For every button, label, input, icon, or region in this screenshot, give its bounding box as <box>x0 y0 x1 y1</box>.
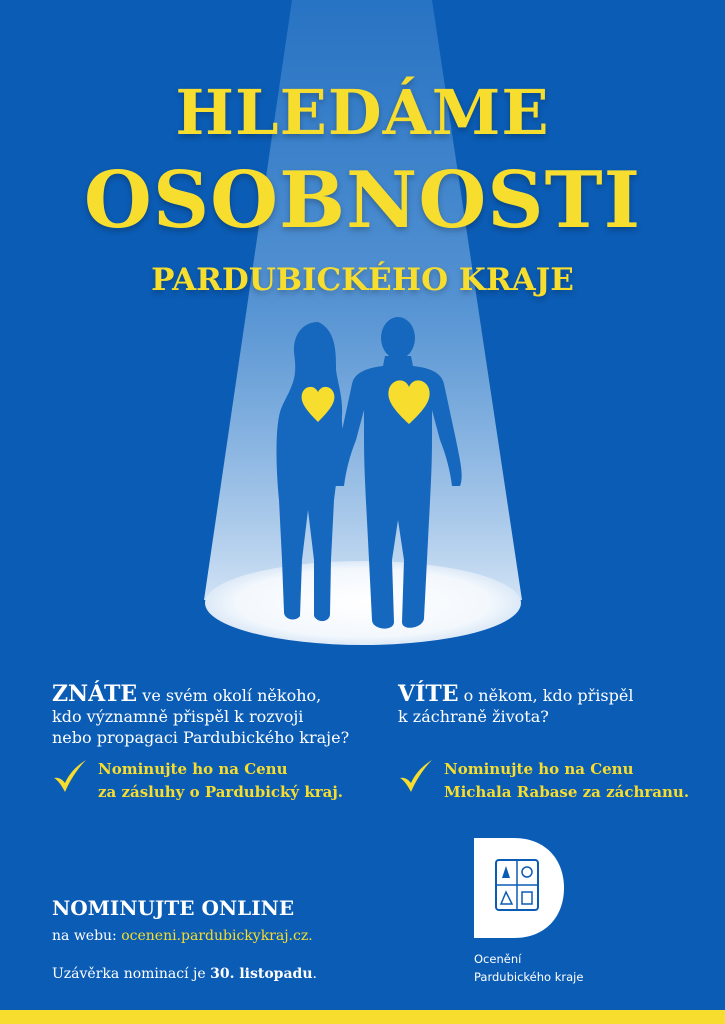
light-floor <box>205 561 521 645</box>
logo-caption-line-1: Ocenění <box>474 952 522 966</box>
award-logo <box>474 838 566 938</box>
deadline-text <box>52 966 317 982</box>
right-nominate-line-2: Michala Rabase za záchranu. <box>444 783 690 801</box>
check-icon <box>52 758 88 796</box>
online-section <box>52 896 313 944</box>
left-lead-line-3: nebo propagaci Pardubického kraje? <box>52 728 350 747</box>
online-web-prefix: na webu: <box>52 928 122 944</box>
logo-caption <box>474 950 583 986</box>
headline-line-1: HLEDÁME <box>175 76 550 149</box>
right-lead-line-2: k záchraně života? <box>398 707 549 726</box>
headline-line-2: OSOBNOSTI <box>83 155 642 246</box>
left-nominate-line-2: za zásluhy o Pardubický kraj. <box>98 783 344 801</box>
right-column <box>398 681 698 804</box>
left-lead-line-2: kdo významně přispěl k rozvoji <box>52 707 304 726</box>
bottom-yellow-bar <box>0 1010 725 1024</box>
deadline-date: 30. listopadu <box>210 966 313 982</box>
left-nominate-line-1: Nominujte ho na Cenu <box>98 760 288 778</box>
coat-of-arms-icon <box>496 860 538 910</box>
online-title: NOMINUJTE ONLINE <box>52 896 295 920</box>
left-lead-line-1: ve svém okolí někoho, <box>137 686 322 705</box>
left-lead-bold: ZNÁTE <box>52 681 138 707</box>
check-icon <box>398 758 434 796</box>
right-nominate-line-1: Nominujte ho na Cenu <box>444 760 634 778</box>
left-column <box>52 681 382 804</box>
online-web <box>52 928 313 944</box>
right-lead-line-1: o někom, kdo přispěl <box>458 686 634 705</box>
logo-caption-line-2: Pardubického kraje <box>474 970 584 984</box>
right-nomination <box>398 758 698 804</box>
right-lead-bold: VÍTE <box>398 681 459 707</box>
online-url-link[interactable]: oceneni.pardubickykraj.cz. <box>121 928 313 944</box>
right-lead <box>398 681 698 727</box>
left-nomination <box>52 758 382 804</box>
deadline-prefix: Uzávěrka nominací je <box>52 966 211 982</box>
left-lead <box>52 681 382 748</box>
headline-line-3: PARDUBICKÉHO KRAJE <box>151 262 574 298</box>
deadline-suffix: . <box>312 966 317 982</box>
